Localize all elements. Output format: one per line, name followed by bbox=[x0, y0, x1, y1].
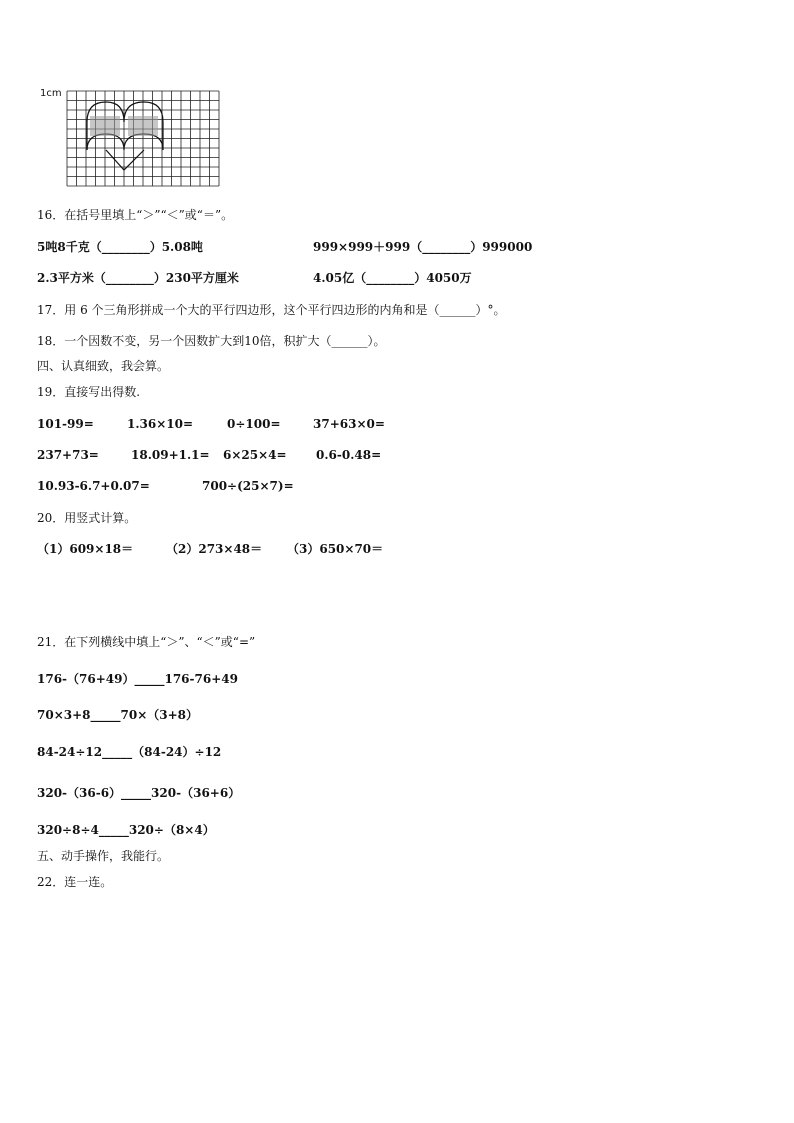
q19-r1-c3: 0÷100= bbox=[227, 417, 281, 431]
q19-r1-c2: 1.36×10= bbox=[127, 417, 194, 431]
q20-item-3: （3）650×70＝ bbox=[287, 542, 384, 556]
section-5-title: 五、动手操作，我能行。 bbox=[37, 849, 170, 863]
grid-figure bbox=[40, 86, 220, 190]
q19-r1-c1: 101-99= bbox=[37, 417, 94, 431]
q20-item-1: （1）609×18＝ bbox=[37, 542, 134, 556]
q21-title: 21．在下列横线中填上“＞”、“＜”或“=” bbox=[37, 635, 256, 649]
q19-r3-c2: 700÷(25×7)= bbox=[202, 479, 294, 493]
q21-item-5: 320÷8÷4_____320÷（8×4） bbox=[37, 823, 215, 837]
q19-r1-c4: 37+63×0= bbox=[313, 417, 385, 431]
q19-r2-c2: 18.09+1.1= bbox=[131, 448, 210, 462]
q16-item-2: 999×999＋999（________）999000 bbox=[313, 240, 533, 254]
q16-item-1: 5吨8千克（________）5.08吨 bbox=[37, 240, 203, 254]
q19-r2-c4: 0.6-0.48= bbox=[316, 448, 382, 462]
q16-item-3: 2.3平方米（________）230平方厘米 bbox=[37, 271, 239, 285]
q17-text: 17．用 6 个三角形拼成一个大的平行四边形，这个平行四边形的内角和是（______）°。 bbox=[37, 303, 506, 317]
q22-text: 22．连一连。 bbox=[37, 875, 113, 889]
q19-r2-c3: 6×25×4= bbox=[223, 448, 287, 462]
q20-item-2: （2）273×48＝ bbox=[166, 542, 263, 556]
q19-r2-c1: 237+73= bbox=[37, 448, 99, 462]
q18-text: 18．一个因数不变，另一个因数扩大到10倍，积扩大（______）。 bbox=[37, 334, 386, 348]
grid-drawing bbox=[66, 90, 220, 190]
q19-title: 19．直接写出得数. bbox=[37, 385, 141, 399]
q21-item-2: 70×3+8_____70×（3+8） bbox=[37, 708, 199, 722]
q16-item-4: 4.05亿（________）4050万 bbox=[313, 271, 472, 285]
scale-label: 1cm bbox=[40, 88, 62, 99]
q21-item-3: 84-24÷12_____（84-24）÷12 bbox=[37, 745, 222, 759]
section-4-title: 四、认真细致，我会算。 bbox=[37, 359, 170, 373]
q19-r3-c1: 10.93-6.7+0.07= bbox=[37, 479, 150, 493]
q20-title: 20．用竖式计算。 bbox=[37, 511, 137, 525]
q21-item-4: 320-（36-6）_____320-（36+6） bbox=[37, 786, 241, 800]
q16-title: 16．在括号里填上“＞”“＜”或“＝”。 bbox=[37, 208, 234, 222]
q21-item-1: 176-（76+49）_____176-76+49 bbox=[37, 672, 238, 686]
